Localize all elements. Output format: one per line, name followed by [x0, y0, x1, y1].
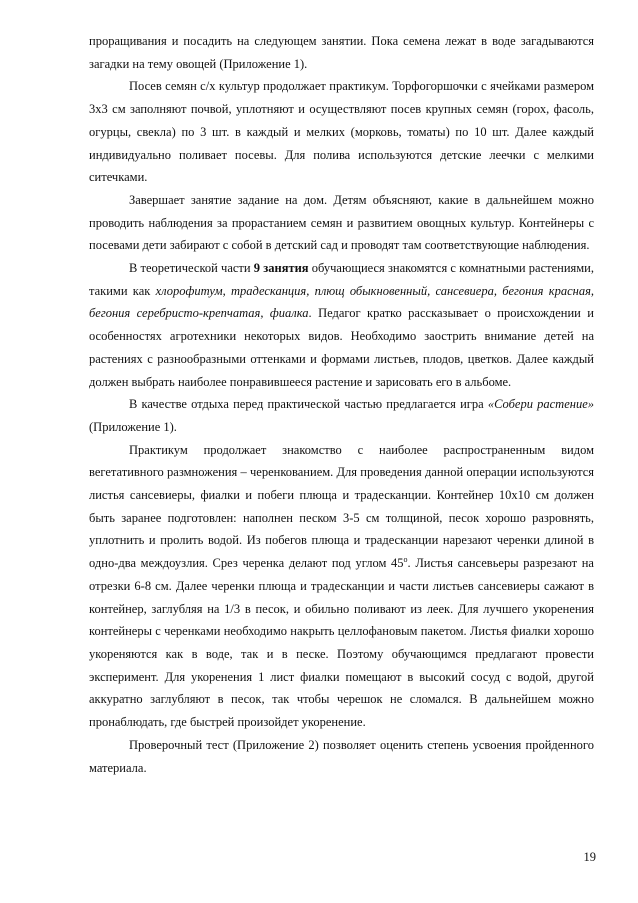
- body-text: [89, 30, 594, 779]
- plant-list-italic: хлорофитум, традесканция, плющ обыкновенный, сансевиера, бегония красная, бегония серебристо-крепчатая, фиалка: [89, 283, 595, 321]
- paragraph-7: Проверочный тест (Приложение 2) позволяет оценить степень усвоения пройденного материала.: [89, 737, 594, 775]
- paragraph-5-text-2: (Приложение 1).: [89, 419, 177, 434]
- paragraph-5: [89, 393, 594, 438]
- page-number: 19: [583, 850, 596, 864]
- paragraph-2: Посев семян с/х культур продолжает практикум. Торфогоршочки с ячейками размером 3х3 см заполняют почвой, уплотняют и осуществляют посев крупных семян (горох, фасоль, огурцы, свекла) по 3 шт. в каждый и мелких (морковь, томаты) по 10 шт. Далее каждый индивидуально поливает посевы. Для полива используются детские леечки с мелкими ситечками.: [89, 79, 594, 185]
- paragraph-4-text-1: В теоретической части: [129, 261, 254, 276]
- lesson-number-bold: 9 занятия: [253, 261, 309, 276]
- game-title-italic: «Собери растение»: [487, 397, 595, 412]
- paragraph-1: проращивания и посадить на следующем занятии. Пока семена лежат в воде загадываются загадки на тему овощей (Приложение 1).: [89, 34, 594, 71]
- paragraph-4: [89, 257, 594, 393]
- paragraph-6-text-1: Практикум продолжает знакомство с наиболее распространенным видом вегетативного размножения – черенкованием. Для проведения данной операции используются листья сансевиеры, фиалки и побеги плюща и традесканции. Контейнер 10х10 см должен быть заранее подготовлен: наполнен песком 3-5 см толщиной, песок хорошо разровнять, уплотнить и пролить водой. Из побегов плюща и традесканции нарезают черенки длиной в одно-два междоузлия. Срез черенка делают под углом 45: [89, 442, 594, 571]
- paragraph-4-text-3: . Педагог кратко рассказывает о происхождении и особенностях агротехники некоторых видов. Необходимо заострить внимание детей на растениях с разнообразными оттенками и формами листьев, плодов, цветков. Далее каждый должен выбрать наиболее понравившееся растение и зарисовать его в альбоме.: [89, 306, 594, 389]
- paragraph-5-text-1: В качестве отдыха перед практической частью предлагается игра: [129, 397, 488, 412]
- paragraph-6: [89, 439, 594, 734]
- paragraph-3: Завершает занятие задание на дом. Детям объясняют, какие в дальнейшем можно проводить наблюдения за прорастанием семян и развитием овощных культур. Контейнеры с посевами дети забирают с собой в детский сад и проводят там соответствующие наблюдения.: [89, 192, 594, 253]
- degree-superscript: о: [403, 555, 408, 565]
- paragraph-6-text-2: . Листья сансевьеры разрезают на отрезки 6-8 см. Далее черенки плюща и традесканции и части листьев сансевиеры сажают в контейнер, заглубляя на 1/3 в песок, и обильно поливают из леек. Для лучшего укоренения контейнеры с черенками необходимо накрыть целлофановым пакетом. Листья фиалки хорошо укореняются как в воде, так и в песке. Поэтому обучающимся предлагают провести эксперимент. Для укоренения 1 лист фиалки помещают в высокий сосуд с водой, другой аккуратно заглубляют в песок, так чтобы черешок не сломался. В дальнейшем можно пронаблюдать, где быстрей произойдет укоренение.: [89, 556, 594, 730]
- paragraph-4-text-2: обучающиеся знакомятся с комнатными растениями, такими как: [89, 261, 594, 298]
